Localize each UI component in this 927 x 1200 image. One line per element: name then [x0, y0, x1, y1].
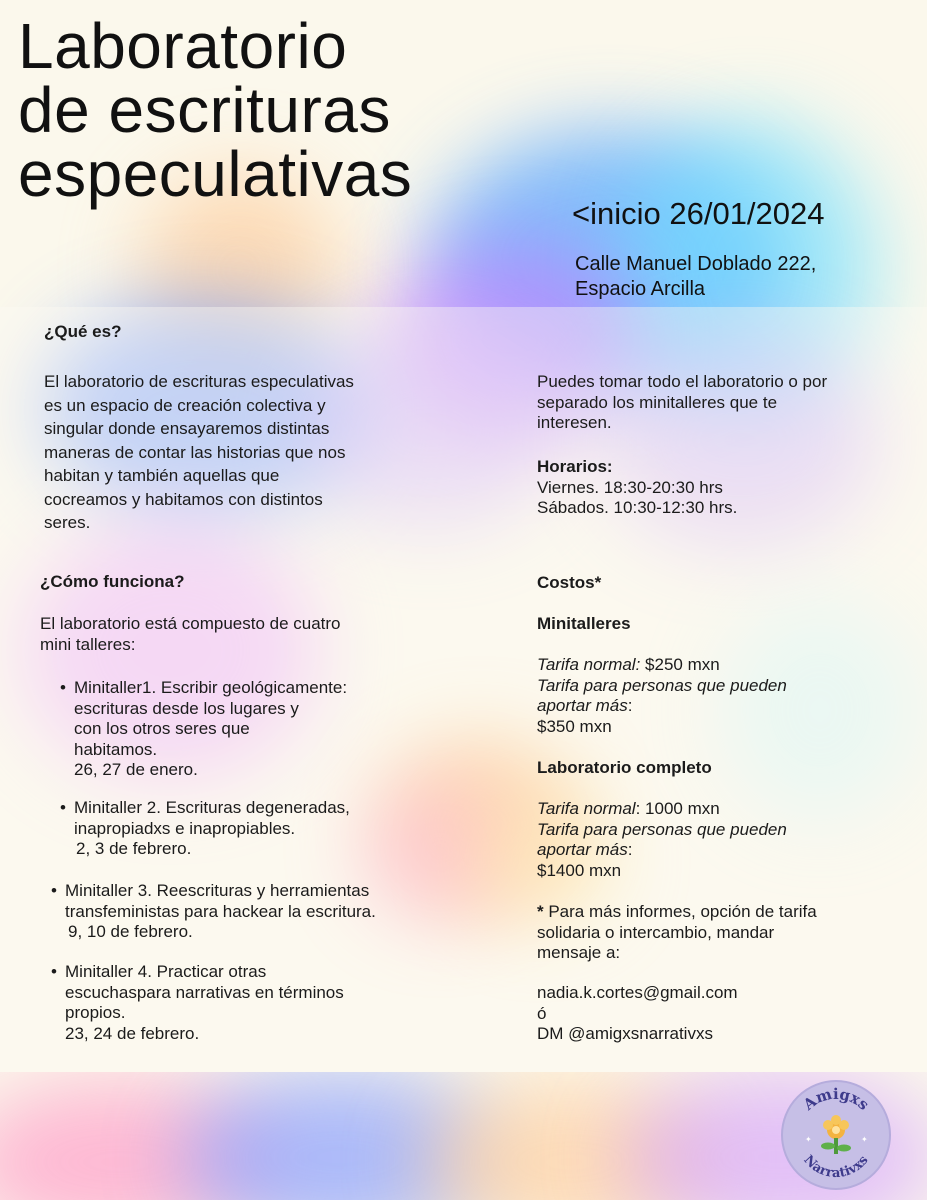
workshop-item — [60, 798, 414, 860]
mini-support-label-row — [537, 696, 897, 717]
note-line: mensaje a: — [537, 943, 621, 962]
what-section — [44, 322, 121, 343]
bullet-dot: • — [51, 881, 57, 900]
workshop-date: 9, 10 de febrero. — [68, 922, 193, 941]
contact-or: ó — [537, 1003, 547, 1023]
workshop-line: Minitaller 3. Reescrituras y herramientas — [65, 881, 370, 900]
lab-heading: Laboratorio completo — [537, 758, 712, 777]
schedule-line: Viernes. 18:30-20:30 hrs — [537, 477, 723, 497]
address-line-2: Espacio Arcilla — [575, 278, 706, 300]
what-line: es un espacio de creación colectiva y — [44, 395, 326, 415]
how-intro — [40, 614, 420, 655]
how-heading: ¿Cómo funciona? — [40, 572, 185, 591]
costs-heading: Costos* — [537, 573, 602, 592]
lab-support-label-row — [537, 840, 897, 861]
intro-line: Puedes tomar todo el laboratorio o por — [537, 372, 828, 391]
amigxs-narrativxs-logo — [781, 1080, 891, 1190]
workshop-line: Minitaller1. Escribir geológicamente: — [74, 678, 348, 697]
lab-support-label-1: Tarifa para personas que pueden — [537, 819, 787, 839]
mini-support-label-1: Tarifa para personas que pueden — [537, 675, 787, 695]
note-text-1: Para más informes, opción de tarifa — [543, 902, 817, 921]
info-note — [537, 902, 897, 964]
workshop-line: con los otros seres que — [74, 719, 250, 738]
logo-bottom-text: Narrativxs — [800, 1152, 872, 1182]
workshop-line: habitamos. — [74, 739, 158, 759]
title-line-1: Laboratorio — [18, 10, 348, 82]
workshop-date: 26, 27 de enero. — [74, 760, 198, 779]
workshop-line: inapropiadxs e inapropiables. — [74, 818, 296, 838]
what-body — [44, 370, 424, 535]
address-line-1: Calle Manuel Doblado 222, — [575, 253, 817, 275]
workshop-line: transfeministas para hackear la escritura. — [65, 901, 376, 921]
what-line: maneras de contar las historias que nos — [44, 442, 346, 462]
mini-heading: Minitalleres — [537, 614, 631, 633]
workshop-item — [51, 962, 435, 1044]
bullet-dot: • — [60, 798, 66, 817]
intro-line: separado los minitalleres que te — [537, 392, 778, 412]
address — [575, 252, 816, 302]
note-line-1 — [537, 902, 897, 923]
note-line: solidaria o intercambio, mandar — [537, 922, 775, 942]
mini-support-label-2: aportar más — [537, 696, 628, 715]
mini-support-value: $350 mxn — [537, 716, 612, 736]
contact — [537, 983, 897, 1045]
mini-support-colon: : — [627, 696, 633, 715]
how-intro-line: El laboratorio está compuesto de cuatro — [40, 614, 341, 633]
intro-line: interesen. — [537, 413, 612, 432]
workshop-line: escrituras desde los lugares y — [74, 698, 299, 718]
mini-normal-value: $250 mxn — [640, 655, 720, 674]
contact-dm[interactable]: DM @amigxsnarrativxs — [537, 1024, 713, 1043]
what-line: singular donde ensayaremos distintas — [44, 419, 330, 438]
svg-text:✦: ✦ — [805, 1135, 812, 1144]
lab-prices — [537, 799, 897, 881]
schedule — [537, 457, 897, 519]
mini-heading-wrap — [537, 614, 631, 635]
svg-text:✦: ✦ — [861, 1135, 868, 1144]
title-line-3: especulativas — [18, 138, 413, 210]
logo-graphic — [783, 1082, 889, 1188]
note-asterisk: * — [537, 902, 544, 921]
how-intro-line: mini talleres: — [40, 634, 136, 654]
lab-normal-label: Tarifa normal — [537, 799, 636, 818]
what-line: seres. — [44, 513, 91, 532]
lab-support-colon: : — [627, 840, 633, 859]
workshop-item — [51, 881, 435, 943]
what-line: cocreamos y habitamos con distintos — [44, 489, 323, 509]
costs-heading-wrap — [537, 573, 601, 594]
contact-email[interactable]: nadia.k.cortes@gmail.com — [537, 983, 738, 1002]
bullet-dot: • — [60, 678, 66, 697]
lab-support-value: $1400 mxn — [537, 860, 622, 880]
workshop-line: Minitaller 4. Practicar otras — [65, 962, 267, 981]
page-title — [18, 10, 413, 210]
lab-normal-price — [537, 799, 897, 820]
what-line: El laboratorio de escrituras especulativas — [44, 372, 354, 391]
workshop-line: propios. — [65, 1003, 126, 1022]
workshop-item — [60, 678, 414, 781]
mini-prices — [537, 655, 897, 737]
schedule-heading: Horarios: — [537, 457, 613, 476]
title-line-2: de escrituras — [18, 74, 391, 146]
what-line: habitan y también aquellas que — [44, 466, 280, 485]
how-section — [40, 572, 184, 593]
bullet-dot: • — [51, 962, 57, 981]
what-heading: ¿Qué es? — [44, 322, 122, 341]
schedule-line: Sábados. 10:30-12:30 hrs. — [537, 498, 738, 517]
workshop-date: 23, 24 de febrero. — [65, 1023, 200, 1043]
flower-character-icon — [821, 1115, 851, 1154]
workshop-line: escuchaspara narrativas en términos — [65, 982, 344, 1002]
lab-support-label-2: aportar más — [537, 840, 628, 859]
intro-text — [537, 372, 897, 434]
workshop-date: 2, 3 de febrero. — [76, 839, 192, 858]
lab-heading-wrap — [537, 758, 712, 779]
lab-normal-value: : 1000 mxn — [635, 799, 720, 818]
mini-normal-label: Tarifa normal: — [537, 655, 641, 674]
mini-normal-price — [537, 655, 897, 676]
workshop-line: Minitaller 2. Escrituras degeneradas, — [74, 798, 350, 817]
start-date: <inicio 26/01/2024 — [572, 196, 825, 231]
logo-top-text: Amigxs — [799, 1084, 873, 1114]
